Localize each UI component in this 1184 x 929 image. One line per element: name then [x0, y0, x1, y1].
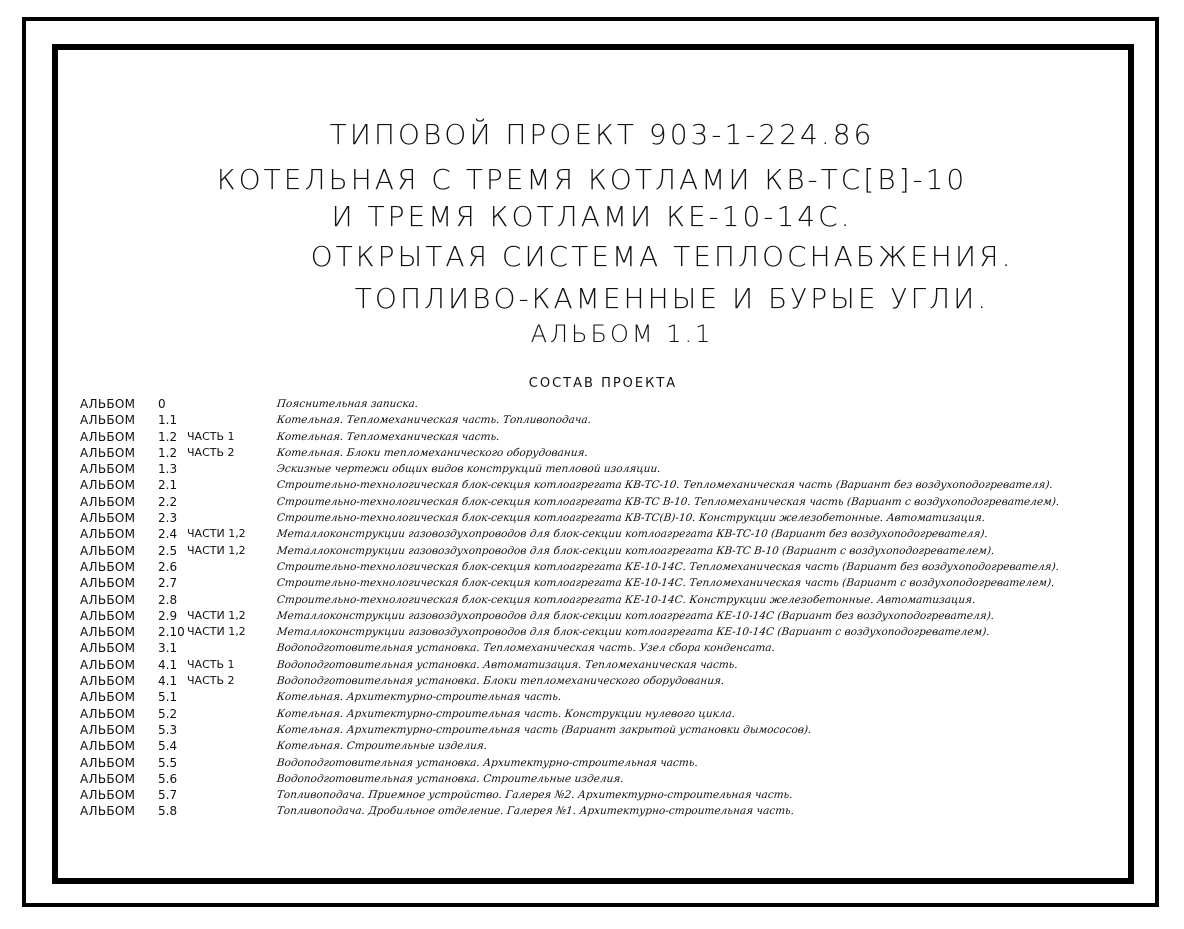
album-description: Топливоподача. Дробильное отделение. Галерея №1. Архитектурно-строительная часть. [276, 805, 795, 818]
album-description: Топливоподача. Приемное устройство. Галерея №2. Архитектурно-строительная часть. [276, 789, 794, 802]
album-part: ЧАСТЬ 1 [187, 657, 235, 671]
album-number: 3.1 [158, 641, 178, 656]
album-description: Котельная. Архитектурно-строительная часть (Вариант закрытой установки дымососов). [276, 723, 813, 736]
list-item [80, 755, 1160, 771]
album-label: АЛЬБОМ [80, 706, 136, 721]
album-description: Строительно-технологическая блок-секция котлоагрегата КЕ-10-14С. Тепломеханическая часть (Вариант с воздухоподогревателем). [276, 577, 1056, 590]
album-label: АЛЬБОМ [80, 527, 136, 542]
album-label: АЛЬБОМ [80, 608, 136, 623]
album-label: АЛЬБОМ [80, 511, 136, 526]
list-item [80, 771, 1160, 787]
album-number: 5.1 [158, 690, 178, 705]
album-description: Котельная. Тепломеханическая часть. [276, 430, 501, 443]
list-item [80, 461, 1160, 477]
album-description: Котельная. Архитектурно-строительная часть. [276, 691, 563, 704]
list-item [80, 543, 1160, 559]
album-description: Строительно-технологическая блок-секция котлоагрегата КЕ-10-14С. Конструкции железобетонные. Автоматизация. [276, 593, 977, 606]
album-number: 2.1 [158, 478, 178, 493]
list-item [80, 412, 1160, 428]
album-label: АЛЬБОМ [80, 397, 136, 411]
album-description: Котельная. Блоки тепломеханического оборудования. [276, 446, 589, 459]
album-label: АЛЬБОМ [80, 559, 136, 574]
list-item [80, 429, 1160, 445]
album-label: АЛЬБОМ [80, 674, 136, 689]
album-label: АЛЬБОМ [80, 478, 136, 493]
album-label: АЛЬБОМ [80, 788, 136, 803]
album-label: АЛЬБОМ [80, 445, 136, 460]
album-number: 2.9 [158, 608, 178, 623]
list-item [80, 803, 1160, 819]
list-item [80, 526, 1160, 542]
album-description: Котельная. Строительные изделия. [276, 740, 488, 753]
title-boilers-ke: И ТРЕМЯ КОТЛАМИ КЕ-10-14С. [331, 200, 853, 233]
album-number: 2.10 [158, 625, 185, 640]
album-part: ЧАСТЬ 2 [187, 445, 235, 459]
list-item [80, 445, 1160, 461]
album-description: Водоподготовительная установка. Архитектурно-строительная часть. [276, 756, 699, 769]
album-number: 4.1 [158, 657, 178, 672]
list-item [80, 706, 1160, 722]
list-item [80, 575, 1160, 591]
album-number: 5.4 [158, 739, 178, 754]
album-number: 5.8 [158, 804, 178, 819]
album-description: Котельная. Тепломеханическая часть. Топливоподача. [276, 414, 592, 427]
album-number: 5.2 [158, 706, 178, 721]
title-fuel: ТОПЛИВО-КАМЕННЫЕ И БУРЫЕ УГЛИ. [354, 282, 990, 315]
list-item [80, 559, 1160, 575]
album-label: АЛЬБОМ [80, 641, 136, 656]
list-item [80, 673, 1160, 689]
list-item [80, 608, 1160, 624]
album-label: АЛЬБОМ [80, 657, 136, 672]
album-label: АЛЬБОМ [80, 771, 136, 786]
album-part: ЧАСТЬ 1 [187, 429, 235, 443]
list-item [80, 738, 1160, 754]
list-item [80, 722, 1160, 738]
album-description: Водоподготовительная установка. Тепломеханическая часть. Узел сбора конденсата. [276, 642, 776, 655]
list-item [80, 689, 1160, 705]
album-number: 5.5 [158, 755, 178, 770]
album-description: Водоподготовительная установка. Автоматизация. Тепломеханическая часть. [276, 658, 739, 671]
album-label: АЛЬБОМ [80, 804, 136, 819]
album-description: Строительно-технологическая блок-секция котлоагрегата КВ-ТС В-10. Тепломеханическая часть (Вариант с воздухоподогревателем). [276, 495, 1060, 508]
list-item [80, 510, 1160, 526]
album-number: 4.1 [158, 674, 178, 689]
album-description: Строительно-технологическая блок-секция котлоагрегата КВ-ТС-10. Тепломеханическая часть (Вариант без воздухоподогревателя). [276, 479, 1054, 492]
title-project-number: ТИПОВОЙ ПРОЕКТ 903-1-224.86 [329, 118, 875, 151]
album-number: 2.3 [158, 511, 178, 526]
album-description: Котельная. Архитектурно-строительная часть. Конструкции нулевого цикла. [276, 707, 736, 720]
album-label: АЛЬБОМ [80, 625, 136, 640]
album-number: 1.1 [158, 413, 178, 428]
album-label: АЛЬБОМ [80, 429, 136, 444]
album-number: 5.6 [158, 771, 178, 786]
album-description: Пояснительная записка. [276, 398, 419, 410]
album-number: 5.3 [158, 722, 178, 737]
album-part: ЧАСТЬ 2 [187, 674, 235, 688]
album-part: ЧАСТИ 1,2 [187, 527, 246, 541]
album-number: 1.2 [158, 429, 178, 444]
album-label: АЛЬБОМ [80, 722, 136, 737]
album-number: 2.2 [158, 494, 178, 509]
album-label: АЛЬБОМ [80, 413, 136, 428]
list-item [80, 657, 1160, 673]
album-description: Водоподготовительная установка. Строительные изделия. [276, 772, 625, 785]
list-item [80, 624, 1160, 640]
album-label: АЛЬБОМ [80, 494, 136, 509]
album-label: АЛЬБОМ [80, 739, 136, 754]
album-number: 1.3 [158, 462, 178, 477]
album-description: Строительно-технологическая блок-секция котлоагрегата КЕ-10-14С. Тепломеханическая часть (Вариант без воздухоподогревателя). [276, 560, 1060, 573]
album-label: АЛЬБОМ [80, 592, 136, 607]
album-list [80, 396, 1160, 820]
list-item [80, 787, 1160, 803]
title-album: АЛЬБОМ 1.1 [530, 320, 714, 348]
album-label: АЛЬБОМ [80, 690, 136, 705]
album-part: ЧАСТИ 1,2 [187, 608, 246, 622]
list-item [80, 477, 1160, 493]
album-description: Строительно-технологическая блок-секция котлоагрегата КВ-ТС(В)-10. Конструкции железобетонные. Автоматизация. [276, 512, 986, 525]
album-description: Металлоконструкции газовоздухопроводов для блок-секции котлоагрегата КЕ-10-14С (Вариант с воздухоподогревателем). [276, 626, 991, 639]
list-item [80, 494, 1160, 510]
list-item [80, 396, 1160, 412]
list-item [80, 592, 1160, 608]
album-number: 2.6 [158, 559, 178, 574]
album-number: 2.4 [158, 527, 178, 542]
album-description: Металлоконструкции газовоздухопроводов для блок-секции котлоагрегата КВ-ТС В-10 (Вариант с воздухоподогревателем). [276, 544, 996, 557]
album-number: 0 [158, 397, 166, 411]
album-part: ЧАСТИ 1,2 [187, 625, 246, 639]
album-number: 2.7 [158, 576, 178, 591]
album-label: АЛЬБОМ [80, 576, 136, 591]
album-description: Металлоконструкции газовоздухопроводов для блок-секции котлоагрегата КВ-ТС-10 (Вариант без воздухоподогревателя). [276, 528, 989, 541]
album-number: 5.7 [158, 788, 178, 803]
album-number: 2.5 [158, 543, 178, 558]
album-number: 1.2 [158, 445, 178, 460]
album-label: АЛЬБОМ [80, 543, 136, 558]
list-item [80, 640, 1160, 656]
section-title: СОСТАВ ПРОЕКТА [528, 376, 678, 391]
album-label: АЛЬБОМ [80, 755, 136, 770]
album-description: Водоподготовительная установка. Блоки тепломеханического оборудования. [276, 675, 725, 688]
album-part: ЧАСТИ 1,2 [187, 543, 246, 557]
album-number: 2.8 [158, 592, 178, 607]
album-description: Эскизные чертежи общих видов конструкций тепловой изоляции. [276, 463, 662, 476]
title-boiler-room: КОТЕЛЬНАЯ С ТРЕМЯ КОТЛАМИ КВ-ТС[В]-10 [216, 163, 968, 196]
album-label: АЛЬБОМ [80, 462, 136, 477]
album-description: Металлоконструкции газовоздухопроводов для блок-секции котлоагрегата КЕ-10-14С (Вариант без воздухоподогревателя). [276, 609, 995, 622]
title-heating-system: ОТКРЫТАЯ СИСТЕМА ТЕПЛОСНАБЖЕНИЯ. [310, 240, 1014, 273]
